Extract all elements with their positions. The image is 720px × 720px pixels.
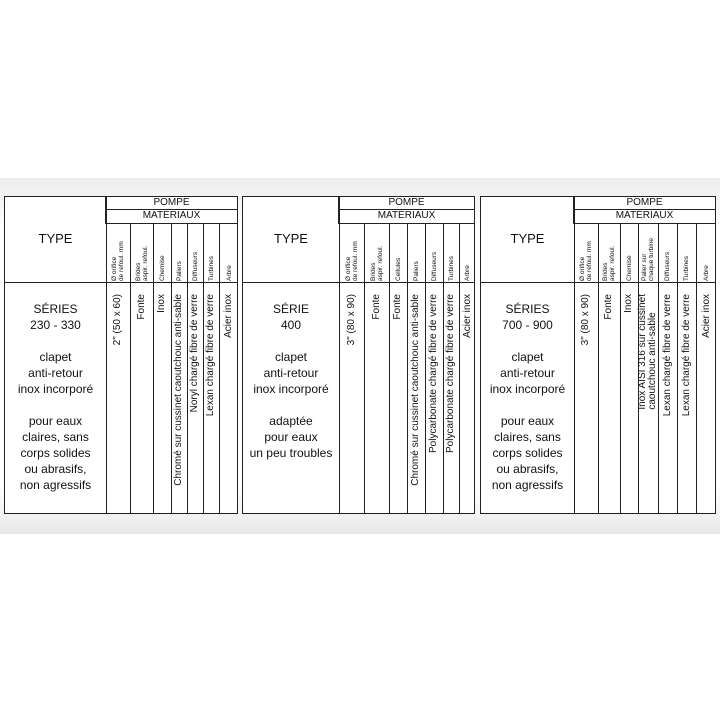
column-header-label: Turbines (683, 255, 690, 281)
material-cell (677, 282, 696, 513)
material-value: Fonte (603, 294, 614, 320)
column-header-label: Diffuseurs (191, 251, 199, 281)
spec-table-1 (4, 196, 238, 514)
material-cell (598, 282, 620, 513)
column-header (459, 223, 476, 282)
material-cell (187, 282, 203, 513)
material-cell (620, 282, 638, 513)
type-usage: pour eaux claires, sans corps solides ou abrasifs, non agressifs (491, 414, 564, 492)
column-header (574, 223, 598, 282)
column-header (443, 223, 459, 282)
column-header-label: Brides aspir. refoul. (369, 245, 384, 281)
column-header (425, 223, 443, 282)
material-cell (130, 282, 153, 513)
column-header-label: Ø orifice de refoul. mm (344, 240, 359, 281)
pompe-header: POMPE (573, 197, 715, 210)
material-value: Inox (156, 294, 167, 313)
material-value: Chromé sur cussinet caoutchouc anti-sable (410, 294, 421, 486)
material-value: Inox (623, 294, 634, 313)
material-cell (407, 282, 425, 513)
type-clapet: clapet anti-retour inox incorporé (253, 350, 329, 396)
material-value: Fonte (370, 294, 382, 320)
type-description (243, 301, 339, 477)
column-header-label: Turbines (447, 255, 455, 281)
pompe-header: POMPE (105, 197, 237, 210)
column-header (130, 223, 153, 282)
material-value: 2" (50 x 60) (112, 294, 123, 346)
column-header (696, 223, 717, 282)
material-value: 3" (80 x 90) (580, 294, 591, 346)
material-cell (364, 282, 389, 513)
material-cell (171, 282, 187, 513)
column-header (364, 223, 389, 282)
type-label: TYPE (274, 231, 308, 246)
column-header-label: Cellules (394, 257, 402, 281)
material-cell (425, 282, 443, 513)
materiaux-header: MATÉRIAUX (105, 209, 237, 224)
column-header (598, 223, 620, 282)
column-header (677, 223, 696, 282)
column-header-label: Ø orifice de refoul. mm (579, 240, 593, 281)
column-header (219, 223, 239, 282)
column-header (389, 223, 407, 282)
material-cell (219, 282, 239, 513)
material-cell (638, 282, 658, 513)
type-usage: adaptée pour eaux un peu troubles (249, 414, 333, 460)
column-header (658, 223, 677, 282)
column-header (171, 223, 187, 282)
material-value: Fonte (135, 294, 147, 320)
material-cell (696, 282, 717, 513)
column-header-label: Diffuseurs (430, 251, 438, 281)
column-header (153, 223, 171, 282)
spec-table-2 (242, 196, 475, 514)
material-value: Lexan chargé fibre de verre (661, 294, 673, 417)
type-description (481, 301, 574, 509)
material-value: Acier inox (223, 294, 234, 338)
type-series: SÉRIES 230 - 330 (30, 302, 81, 332)
material-value: Inox AISI 316 sur cussinet caoutchouc anti-sable (637, 294, 658, 410)
column-header (203, 223, 219, 282)
column-header-label: Paliers (175, 260, 183, 281)
column-header-label: Palier sur chaque turbine (641, 237, 655, 281)
material-cell (203, 282, 219, 513)
material-cell (339, 282, 364, 513)
column-header (339, 223, 364, 282)
type-series: SÉRIE 400 (272, 302, 309, 332)
material-value: Acier inox (700, 294, 712, 338)
spec-table-3 (480, 196, 716, 514)
materiaux-header: MATÉRIAUX (338, 209, 474, 224)
material-value: Acier inox (461, 294, 473, 338)
material-value: Polycarbonate chargé fibre de verre (428, 294, 439, 453)
material-value: 3" (80 x 90) (345, 294, 357, 346)
material-cell (443, 282, 459, 513)
pompe-header: POMPE (338, 197, 474, 210)
material-cell (389, 282, 407, 513)
column-header (187, 223, 203, 282)
type-label: TYPE (38, 231, 73, 246)
column-header-label: Paliers (412, 260, 420, 281)
column-header-label: Diffuseurs (664, 251, 671, 281)
column-header-label: Chemise (625, 254, 633, 281)
type-label: TYPE (510, 231, 545, 246)
material-value: Polycarbonate chargé fibre de verre (445, 294, 456, 453)
type-usage: pour eaux claires, sans corps solides ou abrasifs, non agressifs (19, 414, 92, 492)
material-cell (459, 282, 476, 513)
column-header (106, 223, 130, 282)
materiaux-header: MATÉRIAUX (573, 209, 715, 224)
type-clapet: clapet anti-retour inox incorporé (489, 350, 566, 396)
column-header-label: Arbre (464, 264, 471, 281)
type-series: SÉRIES 700 - 900 (502, 302, 553, 332)
material-value: Noryl chargé fibre de verre (189, 294, 200, 413)
column-header-label: Ø orifice de refoul. mm (111, 240, 125, 281)
material-value: Lexan chargé fibre de verre (205, 294, 216, 417)
material-cell (574, 282, 598, 513)
type-clapet: clapet anti-retour inox incorporé (17, 350, 94, 396)
material-cell (153, 282, 171, 513)
column-header-label: Arbre (703, 264, 710, 281)
column-header-label: Chemise (158, 254, 166, 281)
material-value: Chromé sur cussinet caoutchouc anti-sable (173, 294, 184, 486)
column-header (407, 223, 425, 282)
material-value: Lexan chargé fibre de verre (680, 294, 692, 417)
material-cell (658, 282, 677, 513)
material-cell (106, 282, 130, 513)
column-header-label: Brides aspir. refoul. (602, 245, 616, 281)
column-header-label: Arbre (225, 264, 233, 281)
column-header-label: Turbines (207, 255, 215, 281)
column-header (638, 223, 658, 282)
column-header-label: Brides aspir. refoul. (134, 245, 149, 281)
material-value: Fonte (392, 294, 403, 320)
column-header (620, 223, 638, 282)
type-description (5, 301, 106, 509)
